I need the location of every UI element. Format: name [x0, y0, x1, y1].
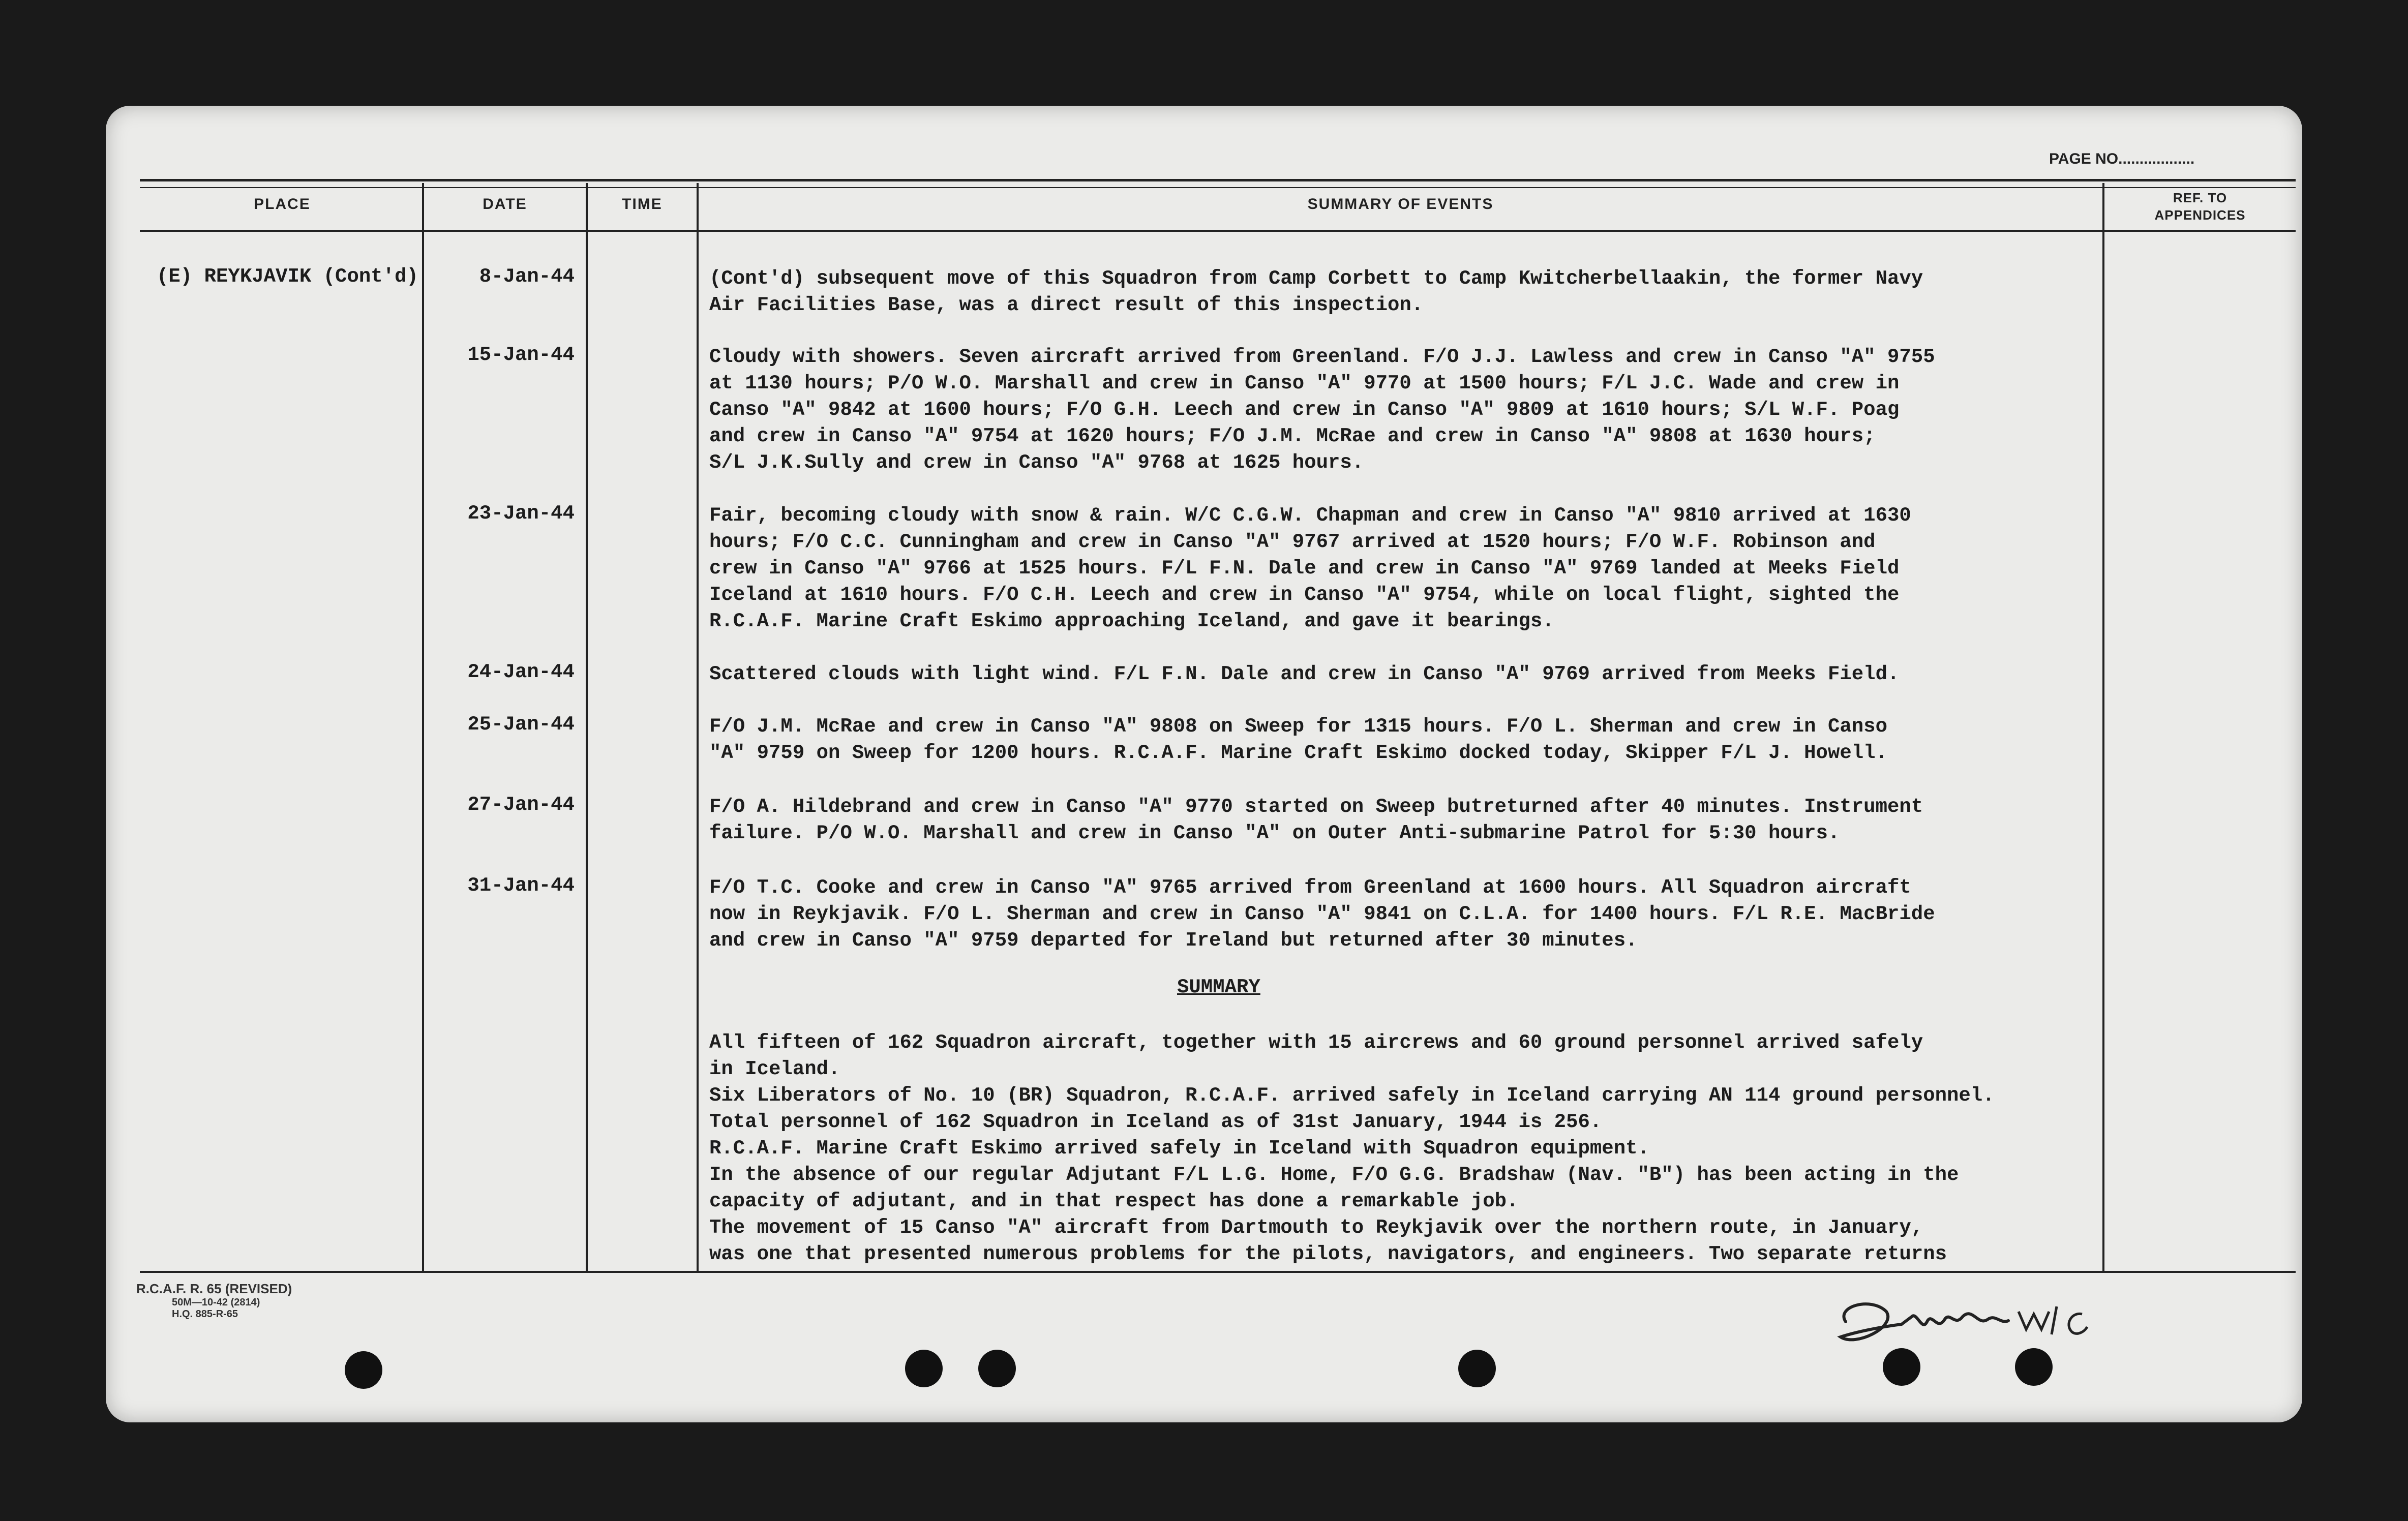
- header-ref-to-appendices: REF. TO APPENDICES: [2154, 190, 2246, 223]
- page-number-label: PAGE NO..................: [2049, 150, 2195, 167]
- commanding-officer-signature: [1825, 1276, 2151, 1362]
- entry-date: 8-Jan-44: [479, 265, 575, 288]
- entry-text: F/O A. Hildebrand and crew in Canso "A" 9770 started on Sweep butreturned after 40 minutes. Instrument failure. P/O W.O. Marshall and crew in Canso "A" on Outer Anti-submarine Patrol for 5:30 hours.: [709, 796, 1923, 844]
- top-rule: [140, 179, 2296, 181]
- punch-hole: [978, 1350, 1016, 1387]
- entry-date: 27-Jan-44: [467, 794, 575, 816]
- entry-text: (Cont'd) subsequent move of this Squadron from Camp Corbett to Camp Kwitcherbellaakin, the former Navy Air Facilities Base, was a direct result of this inspection.: [709, 267, 1923, 316]
- entry-date: 15-Jan-44: [467, 344, 575, 366]
- entry-text: F/O T.C. Cooke and crew in Canso "A" 9765 arrived from Greenland at 1600 hours. All Squadron aircraft now in Reykjavik. F/O L. Sherman and crew in Canso "A" 9841 on C.L.A. for 1400 hours. F/L R.E. MacBride and crew in Canso "A" 9759 departed for Ireland but returned after 30 minutes.: [709, 876, 1935, 952]
- place-reykjavik: (E) REYKJAVIK (Cont'd): [157, 265, 418, 288]
- entry-text: Cloudy with showers. Seven aircraft arrived from Greenland. F/O J.J. Lawless and crew in Canso "A" 9755 at 1130 hours; P/O W.O. Marshall and crew in Canso "A" 9770 at 1500 hours; F/L J.C. Wade and crew in Canso "A" 9842 at 1600 hours; F/O G.H. Leech and crew in Canso "A" 9809 at 1610 hours; S/L W.F. Poag and crew in Canso "A" 9754 at 1620 hours; F/O J.M. McRae and crew in Canso "A" 9808 at 1630 hours; S/L J.K.Sully and crew in Canso "A" 9768 at 1625 hours.: [709, 346, 1935, 474]
- header-time: TIME: [622, 196, 663, 212]
- form-id-line2: 50M—10-42 (2814): [172, 1297, 260, 1308]
- form-id-line1: R.C.A.F. R. 65 (REVISED): [136, 1281, 292, 1296]
- column-divider-time: [697, 183, 699, 1272]
- bottom-rule: [140, 1271, 2296, 1273]
- top-rule-thin: [140, 187, 2296, 188]
- header-rule: [140, 230, 2296, 232]
- entry-date: 25-Jan-44: [467, 713, 575, 736]
- summary-heading: SUMMARY: [1177, 976, 1260, 998]
- column-divider-place: [422, 183, 424, 1272]
- column-divider-date: [586, 183, 588, 1272]
- summary-text: All fifteen of 162 Squadron aircraft, together with 15 aircrews and 60 ground personnel arrived safely in Iceland. Six Liberators of No. 10 (BR) Squadron, R.C.A.F. arrived safely in Iceland carrying AN 114 ground personnel. Total personnel of 162 Squadron in Iceland as of 31st January, 1944 is 256. R.C.A.F. Marine Craft Eskimo arrived safely in Iceland with Squadron equipment. In the absence of our regular Adjutant F/L L.G. Home, F/O G.G. Bradshaw (Nav. "B") has been acting in the capacity of adjutant, and in that respect has done a remarkable job. The movement of 15 Canso "A" aircraft from Dartmouth to Reykjavik over the northern route, in January, was one that presented numerous problems for the pilots, navigators, and engineers. Two separate returns: [709, 1031, 1995, 1265]
- punch-hole: [905, 1350, 943, 1387]
- form-identifier: [136, 1281, 292, 1320]
- entry-text: Scattered clouds with light wind. F/L F.N. Dale and crew in Canso "A" 9769 arrived from Meeks Field.: [709, 663, 1900, 685]
- form-id-line3: H.Q. 885-R-65: [172, 1309, 238, 1320]
- entry-date: 24-Jan-44: [467, 661, 575, 683]
- header-summary-of-events: SUMMARY OF EVENTS: [1307, 196, 1494, 212]
- entry-date: 31-Jan-44: [467, 874, 575, 897]
- entry-text: Fair, becoming cloudy with snow & rain. W/C C.G.W. Chapman and crew in Canso "A" 9810 arrived at 1630 hours; F/O C.C. Cunningham and crew in Canso "A" 9767 arrived at 1520 hours; F/O W.F. Robinson and crew in Canso "A" 9766 at 1525 hours. F/L F.N. Dale and crew in Canso "A" 9769 landed at Meeks Field Iceland at 1610 hours. F/O C.H. Leech and crew in Canso "A" 9754, while on local flight, sighted the R.C.A.F. Marine Craft Eskimo approaching Iceland, and gave it bearings.: [709, 504, 1911, 632]
- punch-hole: [345, 1351, 382, 1389]
- entry-date: 23-Jan-44: [467, 502, 575, 525]
- header-place: PLACE: [254, 196, 311, 212]
- punch-hole: [1458, 1350, 1496, 1387]
- entry-text: F/O J.M. McRae and crew in Canso "A" 9808 on Sweep for 1315 hours. F/O L. Sherman and crew in Canso "A" 9759 on Sweep for 1200 hours. R.C.A.F. Marine Craft Eskimo docked today, Skipper F/L J. Howell.: [709, 715, 1887, 764]
- header-date: DATE: [483, 196, 527, 212]
